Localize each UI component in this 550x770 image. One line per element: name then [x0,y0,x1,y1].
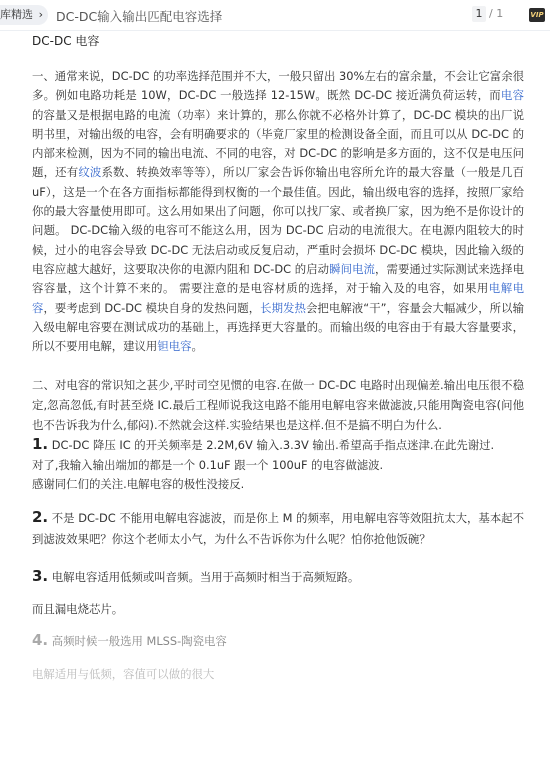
paragraph-text: ，需要通过实际测试来选择电容容量，这个计算不来的。 需要注意的是电容材质的选择，对于输入及的电容，如果用 [32,261,524,296]
paragraph-text: 一、通常来说，DC-DC 的功率选择范围并不大，一般只留出 30%左右的富余量，不会让它富余很多。例如电路功耗是 10W，DC-DC 一般选择 12-15W。既然 DC-DC 接近满负荷运转，而 [32,69,524,103]
item-number: 4. [32,631,49,650]
page-total: / 1 [489,7,504,20]
item1-line-1: DC-DC 降压 IC 的开关频率是 2.2M,6V 输入.3.3V 输出.希望高手指点迷津.在此先谢过. [51,438,495,453]
item-number: 2. [32,507,49,526]
list-item-3 [32,566,524,588]
item4-text: 高频时候一般选用 MLSS-陶瓷电容 [51,634,227,649]
term-link[interactable]: 电容 [500,88,524,103]
faded-preview-line: 电解适用与低频，容值可以做的很大 [32,667,215,682]
page-indicator [472,6,503,22]
breadcrumb-label: 库精选 [0,8,33,21]
list-item-1 [32,435,524,495]
list-item-2 [32,507,524,550]
term-link[interactable]: 瞬间电流 [329,261,376,276]
item1-line-2: 对了,我输入输出端加的都是一个 0.1uF 跟一个 100uF 的电容做滤波. [32,457,384,472]
section-title: DC-DC 电容 [32,34,100,48]
term-link[interactable]: 长期发热 [260,300,306,315]
breadcrumb-back-button[interactable] [0,5,48,25]
list-item-4 [32,631,524,651]
item-number: 1. [32,435,49,454]
term-link[interactable]: 电解电容 [32,281,524,315]
term-link[interactable]: 纹波 [78,165,102,180]
paragraph-one [32,67,524,356]
page-number-input[interactable]: 1 [472,6,486,22]
paragraph-text: 会把电解液“干”，容量会大幅减少，所以输入级电解电容要在测试成功的基础上，再选择更大容量的。而输出级的电容由于有最大容量要求，所以不要用电解，建议用 [32,300,524,354]
chevron-right-icon: › [38,8,43,21]
paragraph-text: 。 [191,339,203,354]
document-title: DC-DC输入输出匹配电容选择 [56,9,223,24]
item2-text: 不是 DC-DC 不能用电解电容滤波，而是你上 M 的频率，用电解电容等效阻抗太大，基本起不到滤波效果吧？你这个老师太小气，为什么不告诉你为什么呢？怕你抢他饭碗？ [32,510,525,546]
paragraph-text: 系数、转换效率等等），所以厂家会告诉你输出电容所允许的最大容量（一般是几百 uF），这是一个在各方面指标都能得到权衡的一个最佳值。因此，输出级电容的选择，按照厂家给你的最大容量使用即可。这么用如果出了问题，你可以找厂家、或者换厂家，因为绝不是你设计的问题。 DC-DC输入级的电容可不能这么用，因为 DC-DC 启动的电流很大。在电源内阻较大的时候，过小的电容会导致 DC-DC 无法启动或反复启动，严重时会损坏 DC-DC 模块，因此输入级的电容应越大越好，这要取决你的电源内阻和 DC-DC 的启动 [32,165,524,276]
paragraph-text: ，要考虑到 DC-DC 模块自身的发热问题， [43,300,261,315]
term-link[interactable]: 钽电容 [157,339,192,354]
item1-line-3: 感谢同仁们的关注.电解电容的极性没接反. [32,477,245,492]
item-number: 3. [32,566,49,585]
vip-icon[interactable]: VIP [529,8,545,22]
item3-text: 电解电容适用低频或叫音频。当用于高频时相当于高频短路。 [51,569,360,584]
paragraph-two: 二、对电容的常识知之甚少,平时司空见惯的电容.在做一 DC-DC 电路时出现偏差.输出电压很不稳定,忽高忽低,有时甚至烧 IC.最后工程师说我这电路不能用电解电容来做滤波,只能用陶瓷电容(问他也不告诉我为什么,郁闷).不然就会这样.实验结果也是这样.但不是搞不明白为什么. [32,378,524,432]
standalone-line: 而且漏电烧芯片。 [32,601,124,616]
paragraph-text: 的容量又是根据电路的电流（功率）来计算的，那么你就不必格外计算了，DC-DC 模块的出厂说明书里，对输出级的电容，会有明确要求的（毕竟厂家里的检测设备全面，而且可以从 DC-DC 的内部来检测，因为不同的输出电流、不同的电容，对 DC-DC 的影响是多方面的，这不仅是电压问题，还有 [32,107,524,180]
document-body [32,31,524,685]
doc-header-bar [0,0,550,31]
